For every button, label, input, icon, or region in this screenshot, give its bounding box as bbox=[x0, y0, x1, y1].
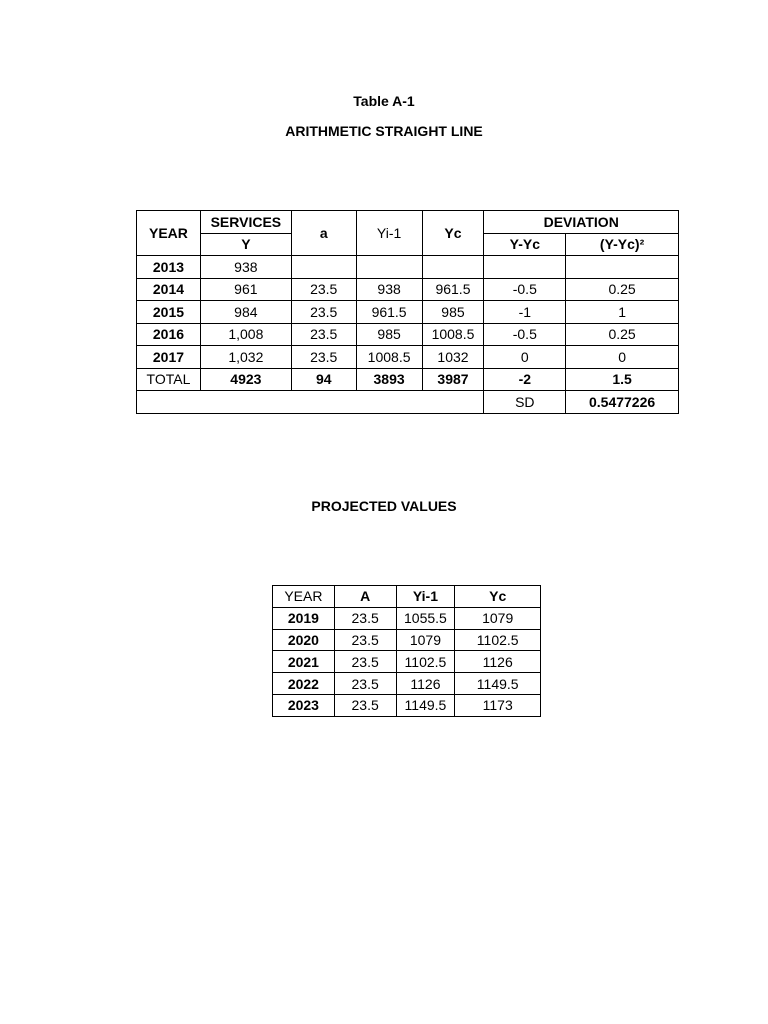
total-services: 4923 bbox=[200, 368, 291, 391]
table-row bbox=[273, 673, 541, 695]
yi1-cell: 985 bbox=[356, 323, 422, 346]
deviation-squared-cell: 0.25 bbox=[566, 323, 679, 346]
yi1-cell: 1055.5 bbox=[396, 607, 455, 629]
deviation-cell: -0.5 bbox=[484, 323, 566, 346]
col-header-deviation: DEVIATION bbox=[484, 211, 679, 234]
yc-cell bbox=[422, 256, 484, 279]
yc-cell: 1079 bbox=[455, 607, 541, 629]
year-cell: 2013 bbox=[137, 256, 201, 279]
deviation-cell bbox=[484, 256, 566, 279]
col-header-yc: Yc bbox=[422, 211, 484, 256]
col-subheader-y-yc-squared: (Y-Yc)² bbox=[566, 233, 679, 256]
sd-label: SD bbox=[484, 391, 566, 414]
col-subheader-y-yc: Y-Yc bbox=[484, 233, 566, 256]
year-cell: 2021 bbox=[273, 651, 335, 673]
yi1-cell: 1102.5 bbox=[396, 651, 455, 673]
services-cell: 1,008 bbox=[200, 323, 291, 346]
a-cell: 23.5 bbox=[334, 673, 396, 695]
deviation-squared-cell: 0 bbox=[566, 346, 679, 369]
projected-values-title: PROJECTED VALUES bbox=[311, 498, 457, 514]
yc-cell: 1173 bbox=[455, 694, 541, 716]
a-cell: 23.5 bbox=[291, 278, 356, 301]
services-cell: 961 bbox=[200, 278, 291, 301]
deviation-cell: -1 bbox=[484, 301, 566, 324]
deviation-cell: 0 bbox=[484, 346, 566, 369]
yc-cell: 1102.5 bbox=[455, 629, 541, 651]
yc-cell: 1032 bbox=[422, 346, 484, 369]
table-row bbox=[137, 323, 679, 346]
sd-row bbox=[137, 391, 679, 414]
services-cell: 1,032 bbox=[200, 346, 291, 369]
total-yc: 3987 bbox=[422, 368, 484, 391]
a-cell: 23.5 bbox=[291, 301, 356, 324]
table-title: ARITHMETIC STRAIGHT LINE bbox=[285, 123, 483, 139]
header-row bbox=[273, 586, 541, 608]
a-cell: 23.5 bbox=[291, 323, 356, 346]
sd-value: 0.5477226 bbox=[566, 391, 679, 414]
yi1-cell: 1126 bbox=[396, 673, 455, 695]
yc-cell: 1008.5 bbox=[422, 323, 484, 346]
table-row bbox=[273, 694, 541, 716]
services-cell: 984 bbox=[200, 301, 291, 324]
a-cell: 23.5 bbox=[334, 651, 396, 673]
col-header-year: YEAR bbox=[273, 586, 335, 608]
yi1-cell: 1149.5 bbox=[396, 694, 455, 716]
year-cell: 2017 bbox=[137, 346, 201, 369]
yc-cell: 1149.5 bbox=[455, 673, 541, 695]
empty-merged-cell bbox=[137, 391, 484, 414]
table-row bbox=[137, 278, 679, 301]
year-cell: 2023 bbox=[273, 694, 335, 716]
col-header-a: A bbox=[334, 586, 396, 608]
a-cell: 23.5 bbox=[334, 607, 396, 629]
total-deviation-squared: 1.5 bbox=[566, 368, 679, 391]
yi1-cell bbox=[356, 256, 422, 279]
table-row bbox=[137, 346, 679, 369]
col-header-a: a bbox=[291, 211, 356, 256]
total-deviation: -2 bbox=[484, 368, 566, 391]
deviation-squared-cell bbox=[566, 256, 679, 279]
table-row bbox=[273, 651, 541, 673]
yi1-cell: 961.5 bbox=[356, 301, 422, 324]
projected-values-table bbox=[272, 585, 541, 717]
total-yi1: 3893 bbox=[356, 368, 422, 391]
a-cell: 23.5 bbox=[334, 694, 396, 716]
year-cell: 2016 bbox=[137, 323, 201, 346]
yc-cell: 1126 bbox=[455, 651, 541, 673]
yc-cell: 985 bbox=[422, 301, 484, 324]
col-header-yi1: Yi-1 bbox=[396, 586, 455, 608]
deviation-cell: -0.5 bbox=[484, 278, 566, 301]
deviation-squared-cell: 0.25 bbox=[566, 278, 679, 301]
deviation-squared-cell: 1 bbox=[566, 301, 679, 324]
year-cell: 2014 bbox=[137, 278, 201, 301]
header-row bbox=[137, 211, 679, 234]
table-row bbox=[273, 629, 541, 651]
col-header-yi1: Yi-1 bbox=[356, 211, 422, 256]
services-cell: 938 bbox=[200, 256, 291, 279]
table-row bbox=[273, 607, 541, 629]
total-label: TOTAL bbox=[137, 368, 201, 391]
a-cell bbox=[291, 256, 356, 279]
a-cell: 23.5 bbox=[291, 346, 356, 369]
yi1-cell: 938 bbox=[356, 278, 422, 301]
table-row bbox=[137, 301, 679, 324]
col-subheader-y: Y bbox=[200, 233, 291, 256]
year-cell: 2015 bbox=[137, 301, 201, 324]
arithmetic-straight-line-table bbox=[136, 210, 679, 414]
col-header-year: YEAR bbox=[137, 211, 201, 256]
total-row bbox=[137, 368, 679, 391]
yi1-cell: 1079 bbox=[396, 629, 455, 651]
a-cell: 23.5 bbox=[334, 629, 396, 651]
yi1-cell: 1008.5 bbox=[356, 346, 422, 369]
col-header-yc: Yc bbox=[455, 586, 541, 608]
year-cell: 2020 bbox=[273, 629, 335, 651]
col-header-services: SERVICES bbox=[200, 211, 291, 234]
yc-cell: 961.5 bbox=[422, 278, 484, 301]
table-row bbox=[137, 256, 679, 279]
table-id: Table A-1 bbox=[353, 93, 415, 109]
total-a: 94 bbox=[291, 368, 356, 391]
year-cell: 2019 bbox=[273, 607, 335, 629]
year-cell: 2022 bbox=[273, 673, 335, 695]
